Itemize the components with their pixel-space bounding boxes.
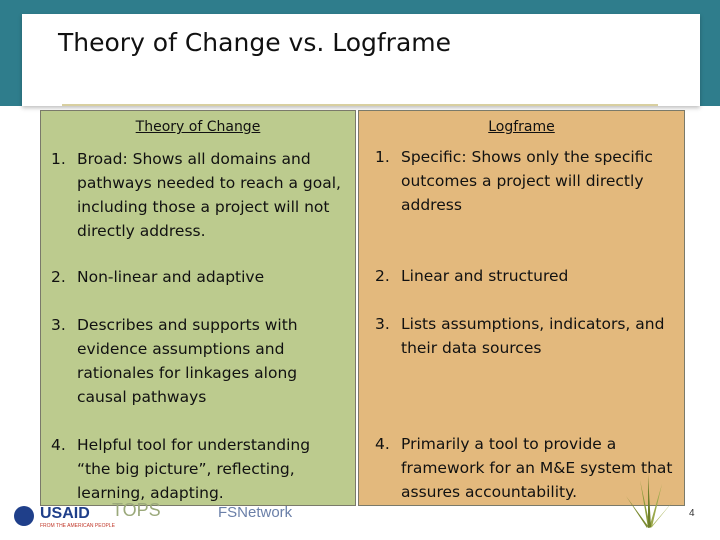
logframe-heading: Logframe (488, 119, 555, 135)
slide-title: Theory of Change vs. Logframe (58, 28, 452, 57)
list-item (51, 147, 347, 243)
theory-of-change-heading: Theory of Change (135, 119, 261, 135)
list-item (375, 264, 681, 288)
item-text: Specific: Shows only the specific outcomes a project will directly address (401, 148, 653, 214)
logframe-panel (358, 110, 685, 506)
grass-icon (618, 470, 678, 530)
usaid-seal-icon (14, 506, 34, 526)
tops-logo: TOPS (112, 500, 161, 520)
item-text: Helpful tool for understanding “the big picture”, reflecting, learning, adapting. (77, 436, 311, 502)
item-number: 2. (375, 267, 390, 285)
page-number: 4 (689, 508, 695, 519)
item-text: Broad: Shows all domains and pathways needed to reach a goal, including those a project will not directly address. (77, 150, 341, 240)
item-text: Primarily a tool to provide a framework for an M&E system that assures accountability. (401, 435, 673, 501)
title-divider (62, 104, 658, 106)
list-item (375, 312, 681, 360)
list-item (51, 313, 347, 409)
item-number: 4. (51, 436, 66, 454)
usaid-logo: USAID (40, 505, 90, 522)
item-text: Lists assumptions, indicators, and their data sources (401, 315, 665, 357)
item-number: 1. (375, 148, 390, 166)
item-number: 4. (375, 435, 390, 453)
item-text: Linear and structured (401, 267, 569, 285)
item-number: 2. (51, 268, 66, 286)
item-number: 3. (51, 316, 66, 334)
footer-logos (0, 500, 720, 540)
list-item (51, 433, 347, 505)
item-text: Non-linear and adaptive (77, 268, 265, 286)
list-item (51, 265, 347, 289)
item-number: 1. (51, 150, 66, 168)
list-item (375, 145, 681, 217)
usaid-tagline: FROM THE AMERICAN PEOPLE (40, 523, 115, 529)
fsn-logo: FSNetwork (218, 504, 293, 521)
theory-of-change-panel (40, 110, 356, 506)
item-text: Describes and supports with evidence assumptions and rationales for linkages along causal pathways (77, 316, 298, 406)
item-number: 3. (375, 315, 390, 333)
